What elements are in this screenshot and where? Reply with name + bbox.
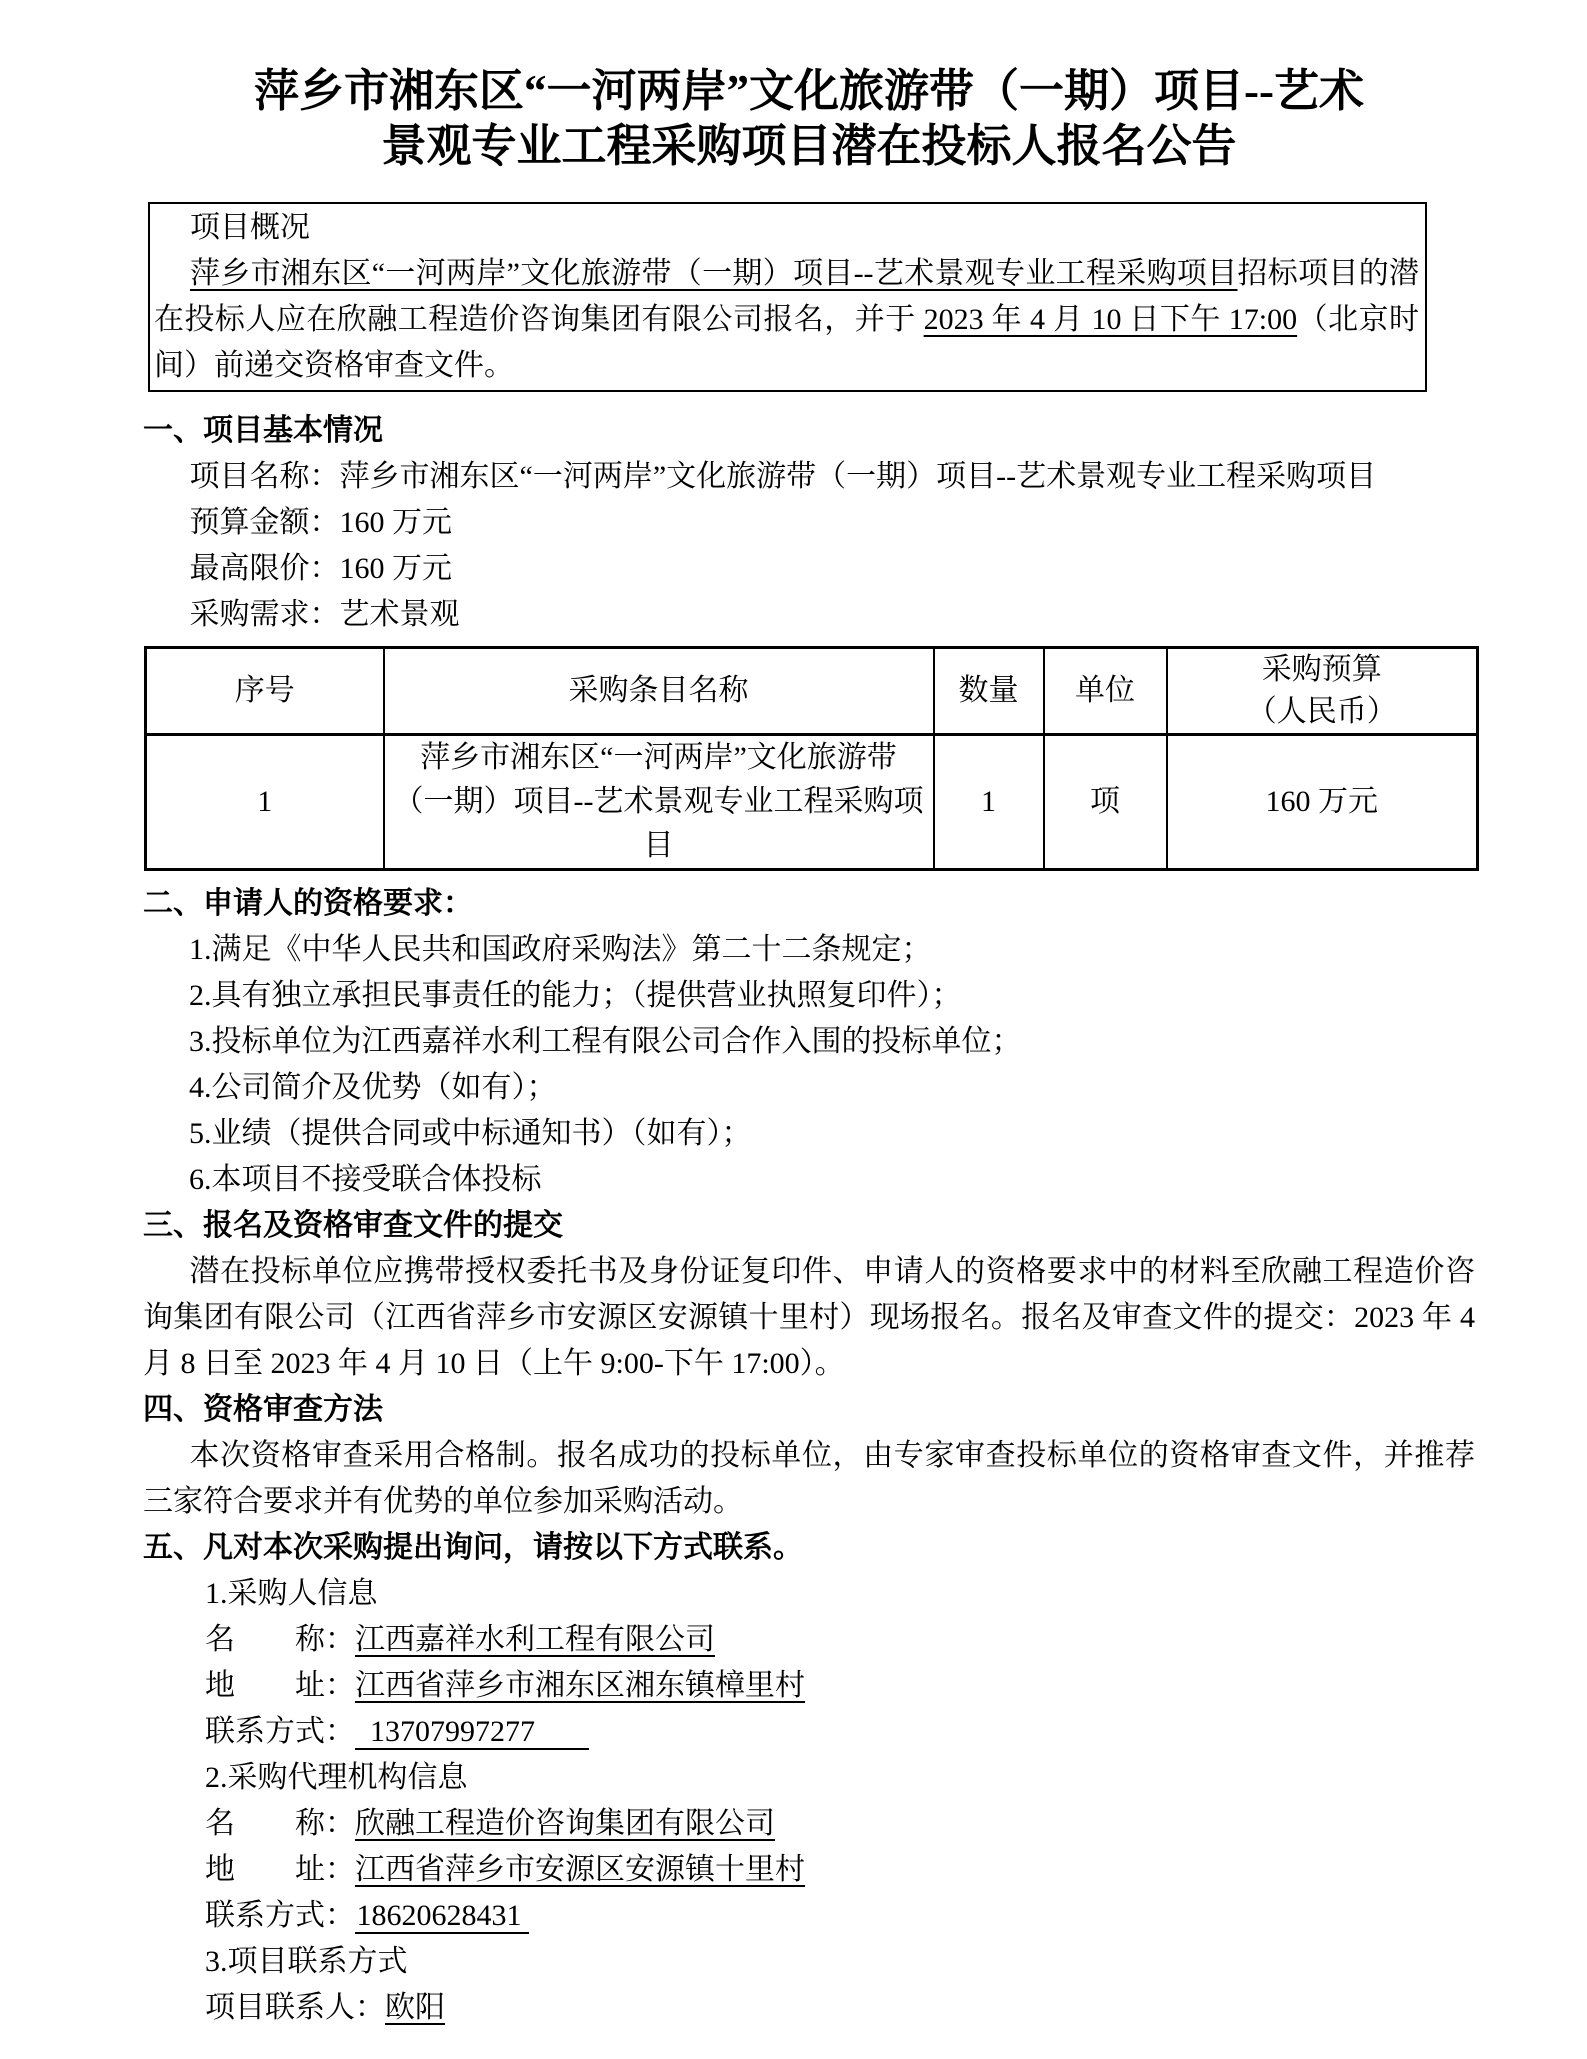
- section3-paragraph: 潜在投标单位应携带授权委托书及身份证复印件、申请人的资格要求中的材料至欣融工程造价咨询集团有限公司（江西省萍乡市安源区安源镇十里村）现场报名。报名及审查文件的提交：2023 年 4 月 8 日至 2023 年 4 月 10 日（上午 9:00-下午 17:00）。: [143, 1254, 1475, 1380]
- section4-paragraph: 本次资格审查采用合格制。报名成功的投标单位，由专家审查投标单位的资格审查文件，并推荐三家符合要求并有优势的单位参加采购活动。: [143, 1438, 1475, 1518]
- purchaser-phone-row: [143, 1709, 1475, 1755]
- document-title-line1: 萍乡市湘东区“一河两岸”文化旅游带（一期）项目--艺术: [254, 66, 1364, 116]
- project-contact-heading: 3.项目联系方式: [205, 1944, 408, 1978]
- project-contact-row: [143, 1985, 1475, 2031]
- project-overview-box: [148, 202, 1427, 392]
- purchaser-info-heading: 1.采购人信息: [205, 1576, 378, 1610]
- budget-header-line1: 采购预算: [1261, 652, 1382, 686]
- agency-phone-row: [143, 1893, 1475, 1939]
- agency-address-row: [143, 1847, 1475, 1893]
- agency-name-label: 名 称：: [205, 1806, 355, 1840]
- purchaser-phone-label: 联系方式：: [205, 1714, 355, 1748]
- section1-heading: 一、项目基本情况: [143, 413, 383, 447]
- requirement-item-1: 1.满足《中华人民共和国政府采购法》第二十二条规定；: [189, 932, 932, 966]
- purchaser-phone-value: 13707997277: [355, 1715, 589, 1750]
- purchaser-address-value: 江西省萍乡市湘东区湘东镇樟里村: [355, 1668, 805, 1702]
- purchaser-name-row: [143, 1617, 1475, 1663]
- overview-paragraph: [154, 251, 1419, 389]
- agency-phone-value: 18620628431: [355, 1899, 529, 1934]
- project-contact-value: 欧阳: [385, 1990, 445, 2024]
- section4-heading: 四、资格审查方法: [143, 1392, 383, 1426]
- overview-project-name: 萍乡市湘东区“一河两岸”文化旅游带（一期）项目--艺术景观专业工程采购项目: [190, 256, 1238, 290]
- agency-address-value: 江西省萍乡市安源区安源镇十里村: [355, 1852, 805, 1886]
- cell-serial: 1: [146, 734, 384, 869]
- requirement-item-6: 6.本项目不接受联合体投标: [189, 1162, 542, 1196]
- cell-unit: 项: [1044, 734, 1167, 869]
- budget-header-line2: （人民币）: [1246, 694, 1397, 728]
- agency-info-heading: 2.采购代理机构信息: [205, 1760, 468, 1794]
- cell-quantity: 1: [934, 734, 1044, 869]
- requirement-item-3: 3.投标单位为江西嘉祥水利工程有限公司合作入围的投标单位；: [189, 1024, 1022, 1058]
- overview-heading: 项目概况: [190, 210, 310, 244]
- project-contact-label: 项目联系人：: [205, 1990, 385, 2024]
- requirement-item-2: 2.具有独立承担民事责任的能力；（提供营业执照复印件）；: [189, 978, 962, 1012]
- overview-deadline: 2023 年 4 月 10 日下午 17:00: [923, 302, 1298, 336]
- procurement-items-table: [144, 646, 1479, 871]
- section5-heading: 五、凡对本次采购提出询问，请按以下方式联系。: [143, 1530, 803, 1564]
- purchaser-address-row: [143, 1663, 1475, 1709]
- table-row: [146, 734, 1478, 869]
- section2-heading: 二、申请人的资格要求：: [143, 886, 473, 920]
- document-title: [143, 64, 1475, 174]
- col-header-quantity: 数量: [934, 647, 1044, 734]
- purchaser-name-label: 名 称：: [205, 1622, 355, 1656]
- cell-budget: 160 万元: [1167, 734, 1478, 869]
- section3-heading: 三、报名及资格审查文件的提交: [143, 1208, 563, 1242]
- agency-phone-label: 联系方式：: [205, 1898, 355, 1932]
- purchaser-name-value: 江西嘉祥水利工程有限公司: [355, 1622, 715, 1656]
- overview-mid-text: 招标项目的潜在投标人应在欣融工程造价咨询集团有限公司报名，并于: [154, 256, 1419, 336]
- col-header-unit: 单位: [1044, 647, 1167, 734]
- requirement-item-5: 5.业绩（提供合同或中标通知书）（如有）；: [189, 1116, 752, 1150]
- col-header-item-name: 采购条目名称: [384, 647, 934, 734]
- max-price-line: 最高限价：160 万元: [189, 551, 452, 585]
- document-title-line2: 景观专业工程采购项目潜在投标人报名公告: [381, 120, 1237, 171]
- overview-end-text: （北京时间）前递交资格审查文件。: [154, 302, 1420, 382]
- agency-name-row: [143, 1801, 1475, 1847]
- project-name-line: 项目名称：萍乡市湘东区“一河两岸”文化旅游带（一期）项目--艺术景观专业工程采购项目: [189, 459, 1377, 493]
- col-header-serial: 序号: [146, 647, 384, 734]
- cell-item-name: 萍乡市湘东区“一河两岸”文化旅游带（一期）项目--艺术景观专业工程采购项目: [384, 734, 934, 869]
- procurement-demand-line: 采购需求：艺术景观: [189, 597, 460, 631]
- purchaser-address-label: 地 址：: [205, 1668, 355, 1702]
- budget-amount-line: 预算金额：160 万元: [189, 505, 452, 539]
- requirement-item-4: 4.公司简介及优势（如有）；: [189, 1070, 557, 1104]
- agency-name-value: 欣融工程造价咨询集团有限公司: [355, 1806, 775, 1840]
- col-header-budget: [1167, 647, 1478, 734]
- agency-address-label: 地 址：: [205, 1852, 355, 1886]
- table-header-row: [146, 647, 1478, 734]
